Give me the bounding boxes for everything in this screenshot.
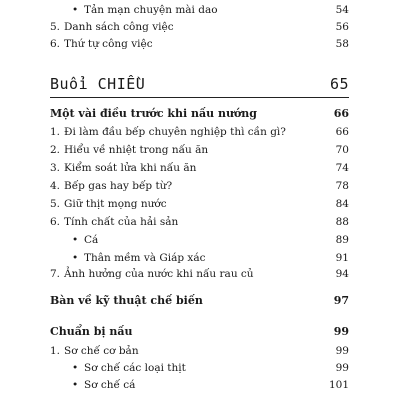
- toc-section-heading: [50, 325, 349, 339]
- toc-title: Tính chất của hải sản: [64, 216, 179, 228]
- toc-page-number: 70: [335, 144, 349, 156]
- toc-page-number: 65: [329, 75, 349, 93]
- toc-page-number: 91: [335, 252, 349, 264]
- section-title: Chuẩn bị nấu: [50, 325, 133, 338]
- section-title: Một vài điều trước khi nấu nướng: [50, 107, 257, 120]
- toc-page-number: 89: [335, 234, 349, 246]
- toc-title: Thân mềm và Giáp xác: [84, 252, 206, 264]
- toc-title: Giữ thịt mọng nước: [64, 198, 167, 210]
- toc-row-sub: [50, 251, 349, 265]
- toc-page-number: 99: [335, 345, 349, 357]
- toc-page-number: 74: [335, 162, 349, 174]
- toc-row-item: [50, 161, 349, 175]
- toc-row-item: [50, 37, 349, 51]
- item-number: 3.: [50, 162, 61, 174]
- toc-title: Tản mạn chuyện mài dao: [84, 4, 218, 16]
- toc-row-sub: [50, 361, 349, 375]
- item-number: 5.: [50, 21, 61, 33]
- toc-title: Đi làm đầu bếp chuyên nghiệp thì cần gì?: [64, 126, 286, 138]
- toc-page-number: 101: [328, 379, 349, 391]
- toc-row-sub: [50, 3, 349, 17]
- toc-page-number: 56: [335, 21, 349, 33]
- item-number: 5.: [50, 198, 61, 210]
- toc-row-item: [50, 179, 349, 193]
- toc-page-number: 94: [335, 268, 349, 280]
- toc-page-number: 99: [335, 362, 349, 374]
- toc-part-heading: [50, 75, 349, 93]
- toc-page-number: 84: [335, 198, 349, 210]
- toc-title: Thứ tự công việc: [64, 38, 153, 50]
- toc-row-item: [50, 20, 349, 34]
- toc-title: Ảnh hưởng của nước khi nấu rau củ: [64, 268, 254, 280]
- item-number: 1.: [50, 126, 61, 138]
- item-number: 1.: [50, 345, 61, 357]
- toc-page-number: 58: [335, 38, 349, 50]
- toc-page-number: 66: [333, 107, 349, 120]
- toc-row-item: [50, 197, 349, 211]
- toc-title: Sơ chế cơ bản: [64, 345, 139, 357]
- toc-row-sub: [50, 378, 349, 392]
- item-number: 4.: [50, 180, 61, 192]
- toc-page-number: 99: [333, 325, 349, 338]
- toc-title: Danh sách công việc: [64, 21, 174, 33]
- bullet: •: [72, 4, 79, 16]
- toc-title: Cá: [84, 234, 99, 246]
- toc-row-sub: [50, 233, 349, 247]
- bullet: •: [72, 362, 79, 374]
- toc-title: Bếp gas hay bếp từ?: [64, 180, 173, 192]
- section-title: Bàn về kỹ thuật chế biến: [50, 294, 203, 307]
- toc-page-number: 66: [335, 126, 349, 138]
- toc-row-item: [50, 143, 349, 157]
- part-title: Buổi CHIỀU: [50, 75, 146, 93]
- part-divider: [50, 97, 349, 98]
- toc-page-number: 97: [333, 294, 349, 307]
- toc-section-heading: [50, 294, 349, 308]
- toc-row-item: [50, 215, 349, 229]
- toc-section-heading: [50, 107, 349, 121]
- toc-page-number: 54: [335, 4, 349, 16]
- item-number: 2.: [50, 144, 61, 156]
- toc-row-item: [50, 125, 349, 139]
- toc-title: Sơ chế cá: [84, 379, 136, 391]
- toc-row-item: [50, 344, 349, 358]
- toc-page-number: 78: [335, 180, 349, 192]
- bullet: •: [72, 234, 79, 246]
- toc-title: Kiểm soát lửa khi nấu ăn: [64, 162, 197, 174]
- item-number: 6.: [50, 216, 61, 228]
- bullet: •: [72, 379, 79, 391]
- item-number: 7.: [50, 268, 61, 280]
- bullet: •: [72, 252, 79, 264]
- toc-title: Hiểu về nhiệt trong nấu ăn: [64, 144, 209, 156]
- toc-row-item: [50, 267, 349, 281]
- toc-page-number: 88: [335, 216, 349, 228]
- toc-title: Sơ chế các loại thịt: [84, 362, 186, 374]
- item-number: 6.: [50, 38, 61, 50]
